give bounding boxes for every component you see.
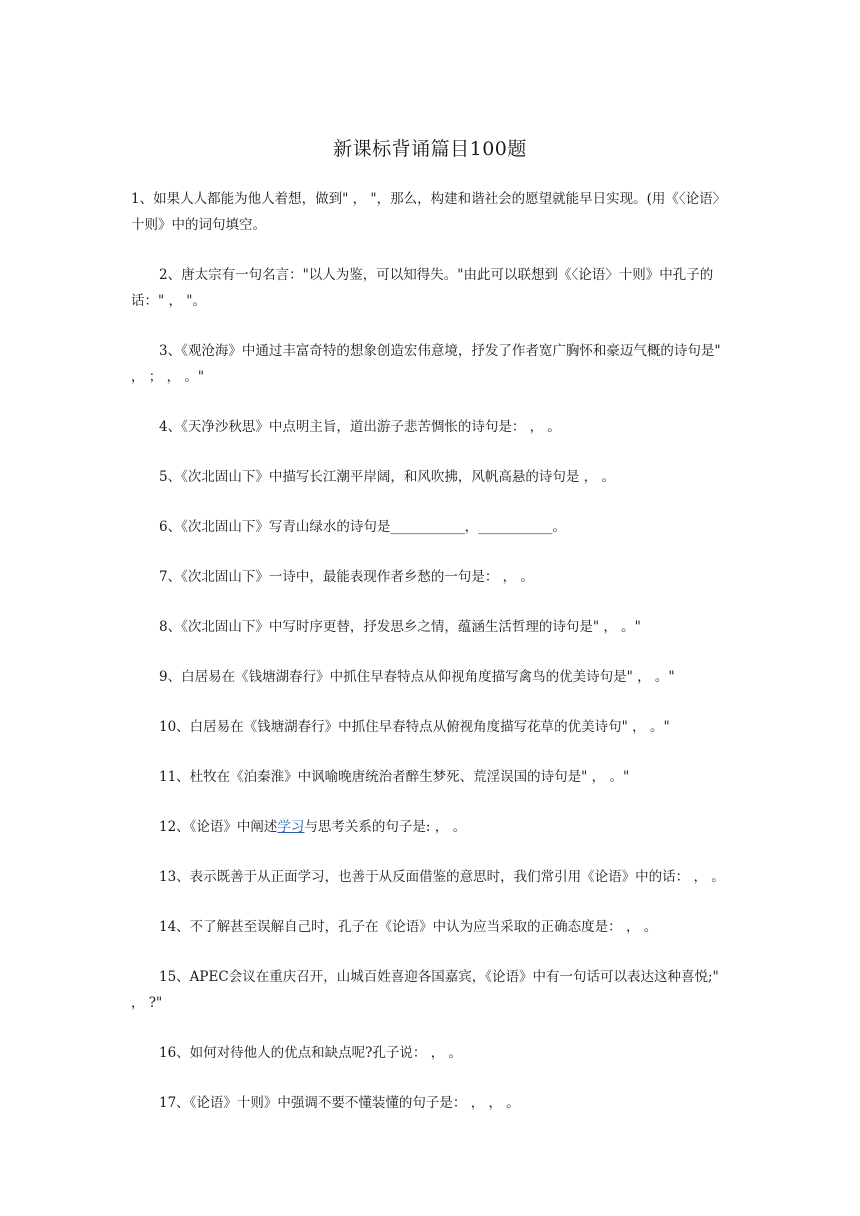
question-item: 4、《天净沙秋思》中点明主旨，道出游子悲苦惆怅的诗句是： ， 。 (159, 419, 561, 435)
question-item (131, 814, 731, 840)
question-item: 10、白居易在《钱塘湖春行》中抓住早春特点从俯视角度描写花草的优美诗句" ， 。" (159, 719, 670, 735)
study-link[interactable]: 学习 (277, 819, 305, 835)
question-item: 15、APEC会议在重庆召开，山城百姓喜迎各国嘉宾，《论语》中有一句话可以表达这种喜悦;" ， ?" (131, 969, 719, 1011)
question-item: 7、《次北固山下》一诗中，最能表现作者乡愁的一句是： ， 。 (159, 569, 534, 585)
question-item: 14、不了解甚至误解自己时，孔子在《论语》中认为应当采取的正确态度是： ， 。 (159, 919, 658, 935)
question-item: 17、《论语》十则》中强调不要不懂装懂的句子是： ， ， 。 (159, 1095, 520, 1111)
question-item: 11、杜牧在《泊秦淮》中讽喻晚唐统治者醉生梦死、荒淫误国的诗句是" ， 。" (159, 769, 630, 785)
question-text-after-link: 与思考关系的句子是: ， 。 (304, 819, 467, 835)
question-list (131, 186, 731, 1140)
question-item: 6、《次北固山下》写青山绿水的诗句是___________，___________。 (159, 519, 566, 535)
question-item: 2、唐太宗有一句名言："以人为鉴，可以知得失。"由此可以联想到《〈论语〉十则》中孔子的话：" ， "。 (131, 267, 714, 309)
question-item: 8、《次北固山下》中写时序更替，抒发思乡之情，蕴涵生活哲理的诗句是" ， 。" (159, 619, 641, 635)
question-item: 13、表示既善于从正面学习，也善于从反面借鉴的意思时，我们常引用《论语》中的话： ， 。 (159, 869, 725, 885)
question-item: 3、《观沧海》中通过丰富奇特的想象创造宏伟意境，抒发了作者宽广胸怀和豪迈气概的诗句是" ， ； ， 。" (131, 343, 721, 385)
question-item: 9、白居易在《钱塘湖春行》中抓住早春特点从仰视角度描写禽鸟的优美诗句是" ， 。" (159, 669, 675, 685)
page-title: 新课标背诵篇目100题 (333, 138, 527, 160)
question-item: 5、《次北固山下》中描写长江潮平岸阔，和风吹拂，风帆高悬的诗句是 ， 。 (159, 469, 615, 485)
question-text-before-link: 12、《论语》中阐述 (159, 819, 278, 835)
question-item: 1、如果人人都能为他人着想，做到" ， "，那么，构建和谐社会的愿望就能早日实现。(用《〈论语〉十则》中的词句填空。 (131, 191, 727, 233)
question-item: 16、如何对待他人的优点和缺点呢?孔子说： ， 。 (159, 1045, 462, 1061)
